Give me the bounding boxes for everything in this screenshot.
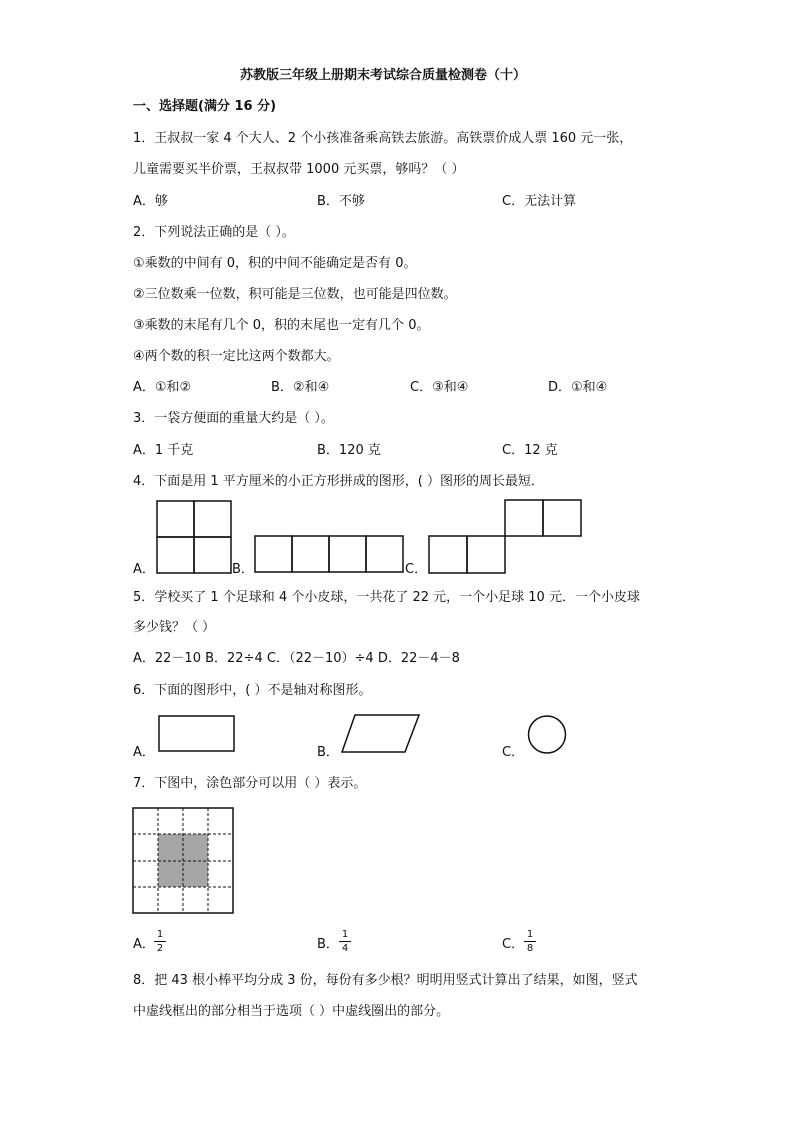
question-5-line-1: 5．学校买了 1 个足球和 4 个小皮球，一共花了 22 元，一个小足球 10 元．一个小皮球	[133, 590, 640, 605]
question-6-option-a: A．	[133, 745, 155, 760]
question-8-line-2: 中虚线框出的部分相当于选项（ ）中虚线圈出的部分。	[133, 1004, 450, 1019]
fraction-denominator: 2	[156, 943, 164, 954]
question-5-line-2: 多少钱？（ ）	[133, 620, 216, 635]
question-2-statement-2: ②三位数乘一位数，积可能是三位数，也可能是四位数。	[133, 287, 457, 302]
fraction-numerator: 1	[526, 929, 534, 940]
fraction-numerator: 1	[156, 929, 164, 940]
figure-4a-square	[156, 500, 234, 574]
question-1-option-a: A．够	[133, 194, 168, 209]
question-2-option-b: B．②和④	[271, 380, 330, 395]
question-6-option-c: C．	[502, 745, 525, 760]
question-7-option-a: A．	[133, 937, 155, 952]
question-7-option-b: B．	[317, 937, 339, 952]
question-4-stem: 4．下面是用 1 平方厘米的小正方形拼成的图形，( ）图形的周长最短．	[133, 474, 545, 489]
question-5-options: A．22－10 B．22÷4 C．（22－10）÷4 D．22－4－8	[133, 651, 460, 666]
fraction-one-half	[154, 929, 166, 954]
question-4-option-c: C．	[405, 562, 428, 577]
question-3-option-b: B．120 克	[317, 443, 381, 458]
question-1-line-1: 1．王叔叔一家 4 个大人、2 个小孩准备乘高铁去旅游。高铁票价成人票 160 元一张，	[133, 131, 633, 146]
question-8-line-1: 8．把 43 根小棒平均分成 3 份，每份有多少根？明明用竖式计算出了结果，如图，竖式	[133, 973, 638, 988]
section-heading: 一、选择题(满分 16 分)	[133, 99, 277, 114]
question-2-stem: 2．下列说法正确的是（ ）。	[133, 225, 295, 240]
question-6-stem: 6．下面的图形中，( ）不是轴对称图形。	[133, 683, 372, 698]
fraction-one-eighth	[524, 929, 536, 954]
fraction-numerator: 1	[341, 929, 349, 940]
question-7-stem: 7．下图中，涂色部分可以用（ ）表示。	[133, 776, 367, 791]
figure-4c-step	[428, 499, 584, 575]
fraction-denominator: 8	[526, 943, 534, 954]
figure-4b-row	[254, 535, 406, 573]
figure-7-grid	[132, 807, 236, 915]
fraction-one-quarter	[339, 929, 351, 954]
question-4-option-b: B．	[232, 562, 254, 577]
question-3-stem: 3．一袋方便面的重量大约是（ ）。	[133, 411, 334, 426]
figure-6a-rectangle	[158, 715, 236, 753]
question-2-option-a: A．①和②	[133, 380, 192, 395]
question-1-line-2: 儿童需要买半价票，王叔叔带 1000 元买票，够吗？（ ）	[133, 162, 465, 177]
question-2-statement-4: ④两个数的积一定比这两个数都大。	[133, 349, 340, 364]
fraction-denominator: 4	[341, 943, 349, 954]
question-6-option-b: B．	[317, 745, 339, 760]
question-1-option-c: C．无法计算	[502, 194, 577, 209]
question-2-statement-3: ③乘数的末尾有几个 0，积的末尾也一定有几个 0。	[133, 318, 430, 333]
page-title: 苏教版三年级上册期末考试综合质量检测卷（十）	[240, 68, 527, 83]
question-2-option-c: C．③和④	[410, 380, 469, 395]
figure-6c-circle	[527, 715, 569, 755]
question-2-statement-1: ①乘数的中间有 0，积的中间不能确定是否有 0。	[133, 256, 417, 271]
question-3-option-a: A．1 千克	[133, 443, 194, 458]
question-1-option-b: B．不够	[317, 194, 365, 209]
question-4-option-a: A．	[133, 562, 155, 577]
question-2-option-d: D．①和④	[548, 380, 608, 395]
question-7-option-c: C．	[502, 937, 525, 952]
question-3-option-c: C．12 克	[502, 443, 558, 458]
figure-6b-parallelogram	[341, 714, 421, 754]
